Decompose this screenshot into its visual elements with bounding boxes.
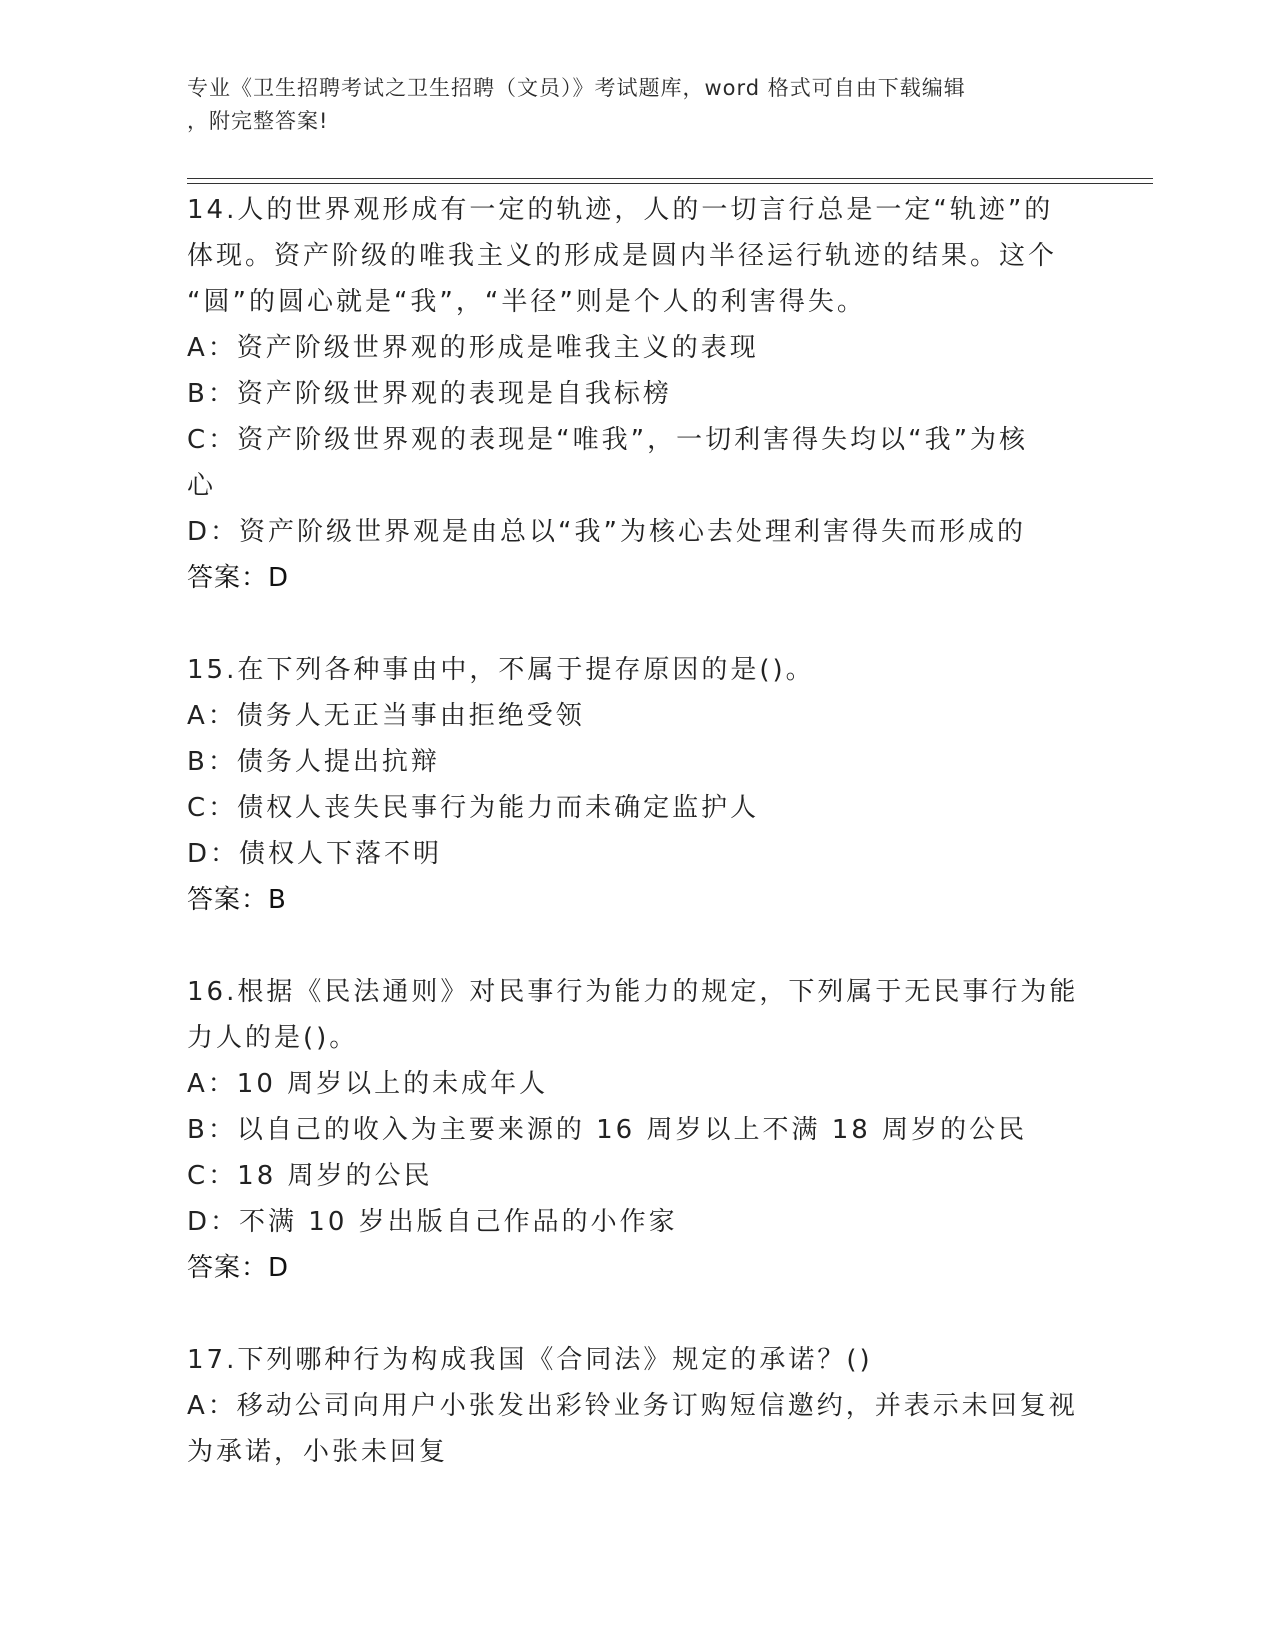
option-b: B：债务人提出抗辩	[187, 747, 440, 777]
option-a: A：资产阶级世界观的形成是唯我主义的表现	[187, 333, 759, 363]
option-d: D：债权人下落不明	[187, 839, 443, 869]
document-header	[187, 72, 1067, 138]
option-b: B：以自己的收入为主要来源的 16 周岁以上不满 18 周岁的公民	[187, 1115, 1028, 1145]
question-stem: 14.人的世界观形成有一定的轨迹，人的一切言行总是一定“轨迹”的	[187, 195, 1054, 225]
header-line-1: 专业《卫生招聘考试之卫生招聘（文员）》考试题库，word 格式可自由下载编辑	[187, 76, 966, 100]
header-divider-top	[187, 178, 1153, 179]
option-b: B：资产阶级世界观的表现是自我标榜	[187, 379, 672, 409]
question-stem: 力人的是()。	[187, 1023, 359, 1053]
answer: 答案：D	[187, 1253, 290, 1283]
spacer	[187, 923, 1087, 969]
question-stem: “圆”的圆心就是“我”，“半径”则是个人的利害得失。	[187, 287, 866, 317]
answer: 答案：D	[187, 563, 290, 593]
header-line-2: ，附完整答案!	[187, 109, 329, 133]
question-16	[187, 969, 1087, 1291]
question-17	[187, 1337, 1087, 1475]
question-stem: 17.下列哪种行为构成我国《合同法》规定的承诺？()	[187, 1345, 873, 1375]
option-a: A：10 周岁以上的未成年人	[187, 1069, 549, 1099]
question-list	[187, 187, 1087, 1475]
spacer	[187, 601, 1087, 647]
option-c: C：资产阶级世界观的表现是“唯我”，一切利害得失均以“我”为核	[187, 425, 1029, 455]
question-14	[187, 187, 1087, 601]
question-stem: 16.根据《民法通则》对民事行为能力的规定，下列属于无民事行为能	[187, 977, 1079, 1007]
option-c: C：18 周岁的公民	[187, 1161, 433, 1191]
question-stem: 15.在下列各种事由中，不属于提存原因的是()。	[187, 655, 815, 685]
option-d: D：不满 10 岁出版自己作品的小作家	[187, 1207, 678, 1237]
answer: 答案：B	[187, 885, 287, 915]
option-a: A：债务人无正当事由拒绝受领	[187, 701, 585, 731]
option-d: D：资产阶级世界观是由总以“我”为核心去处理利害得失而形成的	[187, 517, 1026, 547]
header-divider-bottom	[187, 183, 1153, 184]
option-a-continued: 为承诺，小张未回复	[187, 1437, 449, 1467]
option-c: C：债权人丧失民事行为能力而未确定监护人	[187, 793, 760, 823]
question-15	[187, 647, 1087, 923]
option-a: A：移动公司向用户小张发出彩铃业务订购短信邀约，并表示未回复视	[187, 1391, 1078, 1421]
question-stem: 体现。资产阶级的唯我主义的形成是圆内半径运行轨迹的结果。这个	[187, 241, 1058, 271]
spacer	[187, 1291, 1087, 1337]
option-c-continued: 心	[187, 471, 217, 501]
